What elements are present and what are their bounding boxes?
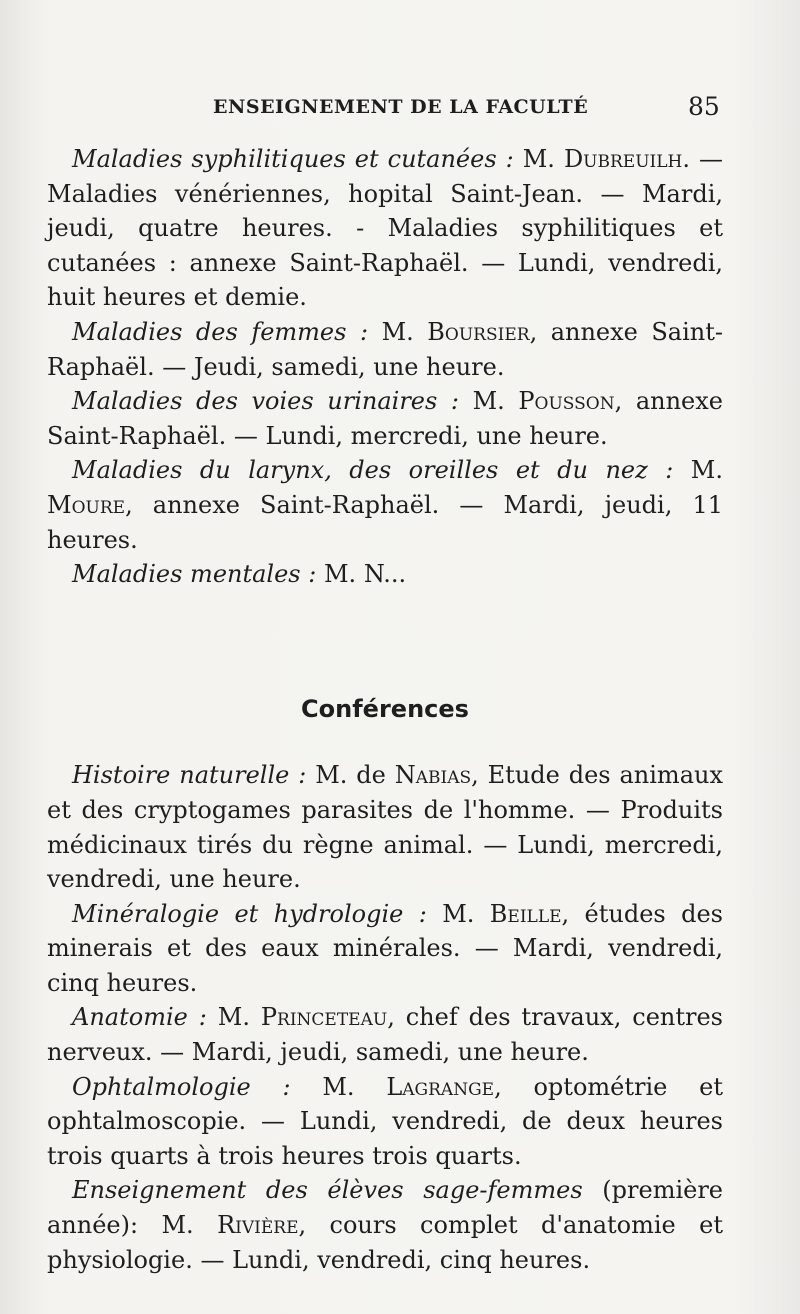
running-head [0, 92, 800, 128]
conference-entry [47, 897, 723, 1001]
conference-entry [47, 1000, 723, 1069]
body-text [47, 142, 723, 1277]
conference-subject: Ophtalmologie : [72, 1072, 291, 1101]
conference-details: , chef des travaux, centres nerveux. — Mardi, jeudi, samedi, une heure. [47, 1003, 723, 1067]
course-details: . — Maladies vénériennes, hopital Saint-Jean. — Mardi, jeudi, quatre heures. - Maladies syphilitiques et cutanées : annexe Saint-Raphaël. — Lundi, vendredi, huit heures et demie. [47, 145, 723, 312]
teacher-name: Pousson [518, 387, 615, 416]
course-subject: Maladies du larynx, des oreilles et du nez : [72, 456, 674, 485]
conference-details: , cours complet d'anatomie et physiologie. — Lundi, vendredi, cinq heures. [47, 1211, 723, 1274]
course-details: , annexe Saint-Raphaël. — Jeudi, samedi, une heure. [47, 317, 724, 381]
teacher-name: Dubreuilh [563, 145, 683, 173]
teacher-name: Beille [489, 899, 562, 928]
conference-entry [47, 1070, 723, 1174]
section-title-conferences: Conférences [301, 694, 469, 723]
course-subject: Maladies des femmes : [72, 317, 369, 346]
course-entry [47, 384, 723, 453]
teacher-name: Princeteau [260, 1003, 388, 1032]
teacher-name: Nabias [394, 761, 472, 790]
running-head-title: ENSEIGNEMENT DE LA FACULTÉ [213, 96, 589, 118]
teacher-prefix: M. de [315, 761, 395, 790]
conference-entry [47, 758, 723, 896]
course-entry [47, 453, 723, 557]
conference-details: , études des minerais et des eaux minérales. — Mardi, vendredi, cinq heures. [47, 899, 723, 997]
course-details: , annexe Saint-Raphaël. — Mardi, jeudi, 11 heures. [47, 490, 723, 554]
teacher-name: Lagrange [386, 1072, 495, 1101]
conference-subject-suffix: (première année): [47, 1176, 724, 1240]
teacher-prefix: M. [442, 899, 490, 928]
teacher-name: Boursier [427, 317, 530, 346]
conference-subject: Minéralogie et hydrologie : [72, 899, 427, 928]
teacher-prefix: M. [322, 1072, 387, 1101]
conference-subject: Histoire naturelle : [72, 761, 307, 790]
conference-subject: Anatomie : [72, 1003, 207, 1032]
teacher-prefix: M. [472, 387, 519, 416]
conference-entry-midwife [47, 1173, 723, 1277]
teacher-prefix: M. [690, 456, 723, 485]
conference-details: , optométrie et ophtalmoscopie. — Lundi, vendredi, de deux heures trois quarts à trois heures trois quarts. [47, 1072, 723, 1170]
course-subject: Maladies mentales : [72, 560, 317, 589]
conference-details: , Etude des animaux et des cryptogames parasites de l'homme. — Produits médicinaux tirés du règne animal. — Lundi, mercredi, vendredi, une heure. [47, 761, 723, 894]
teacher-name: Rivière [217, 1211, 299, 1240]
course-entry [47, 315, 723, 384]
conference-subject: Enseignement des élèves sage-femmes [72, 1176, 583, 1205]
teacher-prefix: M. [381, 317, 428, 346]
teacher-prefix: M. [522, 145, 564, 173]
course-subject: Maladies syphilitiques et cutanées : [72, 145, 514, 173]
teacher-name: Moure [47, 490, 126, 519]
course-entry [47, 142, 723, 315]
course-subject: Maladies des voies urinaires : [72, 387, 459, 416]
teacher-prefix: M. [161, 1211, 218, 1240]
teacher-prefix: M. [217, 1003, 261, 1032]
teacher-prefix: M. N... [323, 560, 407, 589]
course-entry [47, 557, 723, 592]
page-number: 85 [688, 92, 720, 121]
course-details: , annexe Saint-Raphaël. — Lundi, mercredi, une heure. [47, 387, 723, 450]
